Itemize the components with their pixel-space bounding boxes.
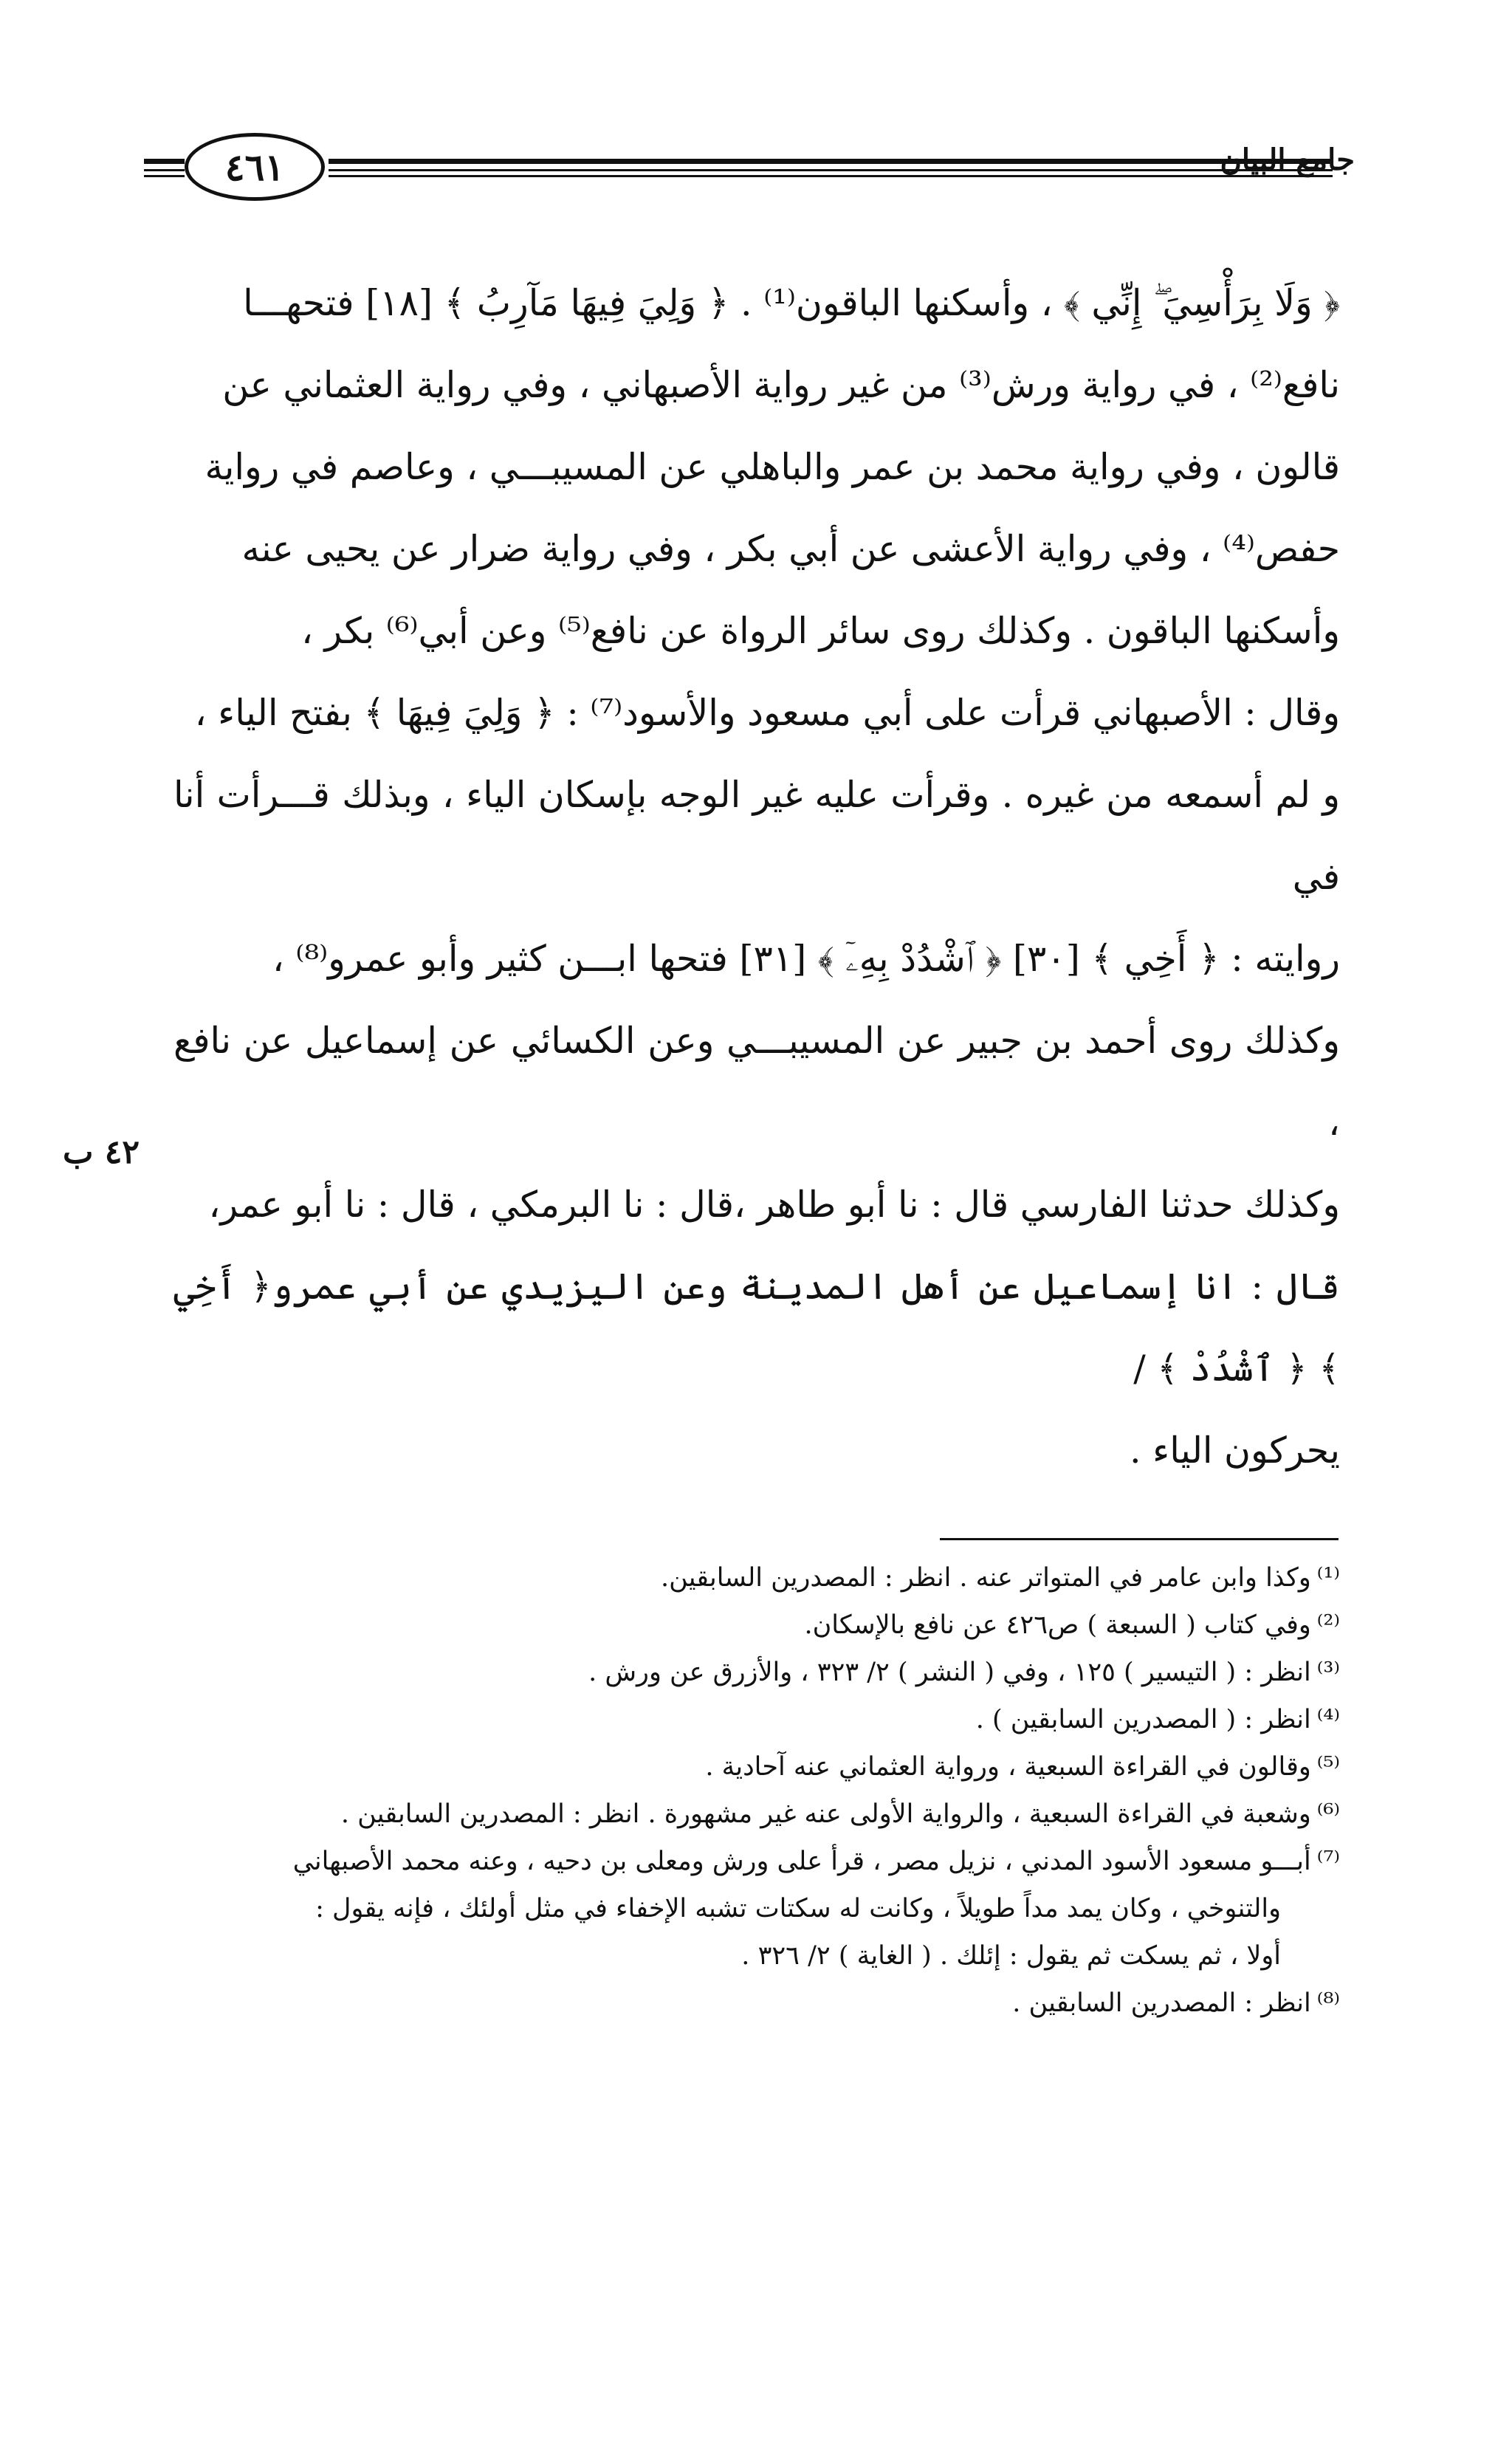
text-line: و لم أسمعه من غيره . وقرأت عليه غير الوجه بإسكان الياء ، وبذلك قـــرأت أنا في xyxy=(173,774,1340,898)
footnote-number: ⁽⁷⁾ xyxy=(1316,1847,1340,1876)
footnote-text: انظر : ( المصدرين السابقين ) . xyxy=(975,1705,1311,1734)
footnote xyxy=(148,1743,1340,1791)
footnote xyxy=(148,1838,1340,1885)
footnote xyxy=(148,1980,1340,2027)
header-rule xyxy=(329,159,1333,164)
footnote-number: ⁽³⁾ xyxy=(1316,1658,1340,1687)
text-line: يحركون الياء . xyxy=(1130,1429,1340,1472)
footnote xyxy=(148,1791,1340,1838)
text-line: حفص⁽⁴⁾ ، وفي رواية الأعشى عن أبي بكر ، وفي رواية ضرار عن يحيى عنه xyxy=(241,528,1340,570)
page-number: ٤٦١ xyxy=(185,133,325,201)
text-line: قالون ، وفي رواية محمد بن عمر والباهلي عن المسيبـــي ، وعاصم في رواية xyxy=(205,446,1340,488)
footnote-number: ⁽²⁾ xyxy=(1316,1610,1340,1640)
text-line: ﴿ وَلَا بِرَأْسِيَ ۖ إِنِّي ﴾ ، وأسكنها الباقون⁽¹⁾ . ﴿ وَلِيَ فِيهَا مَآرِبُ ﴾ [١٨] فتحهـــا xyxy=(243,282,1340,324)
footnote-text: والتنوخي ، وكان يمد مداً طويلاً ، وكانت له سكتات تشبه الإخفاء في مثل أولئك ، فإنه يقول : xyxy=(315,1894,1281,1923)
footnote-text: أبـــو مسعود الأسود المدني ، نزيل مصر ، قرأ على ورش ومعلى بن دحيه ، وعنه محمد الأصبهاني xyxy=(292,1847,1311,1876)
footnote-number: ⁽⁶⁾ xyxy=(1316,1799,1340,1829)
text-line: قال : انا إسماعيل عن أهل المدينة وعن اليزيدي عن أبي عمرو﴿ أَخِي ﴾ ﴿ ٱشْدُدْ ﴾ / xyxy=(173,1266,1340,1390)
footnotes xyxy=(148,1554,1340,2027)
footnote-separator xyxy=(940,1538,1339,1540)
footnote-text: انظر : ( التيسير ) ١٢٥ ، وفي ( النشر ) ٢/ ٣٢٣ ، والأزرق عن ورش . xyxy=(588,1658,1311,1687)
header-rule xyxy=(144,159,185,164)
header-rule xyxy=(144,175,185,177)
footnote-text: وكذا وابن عامر في المتواتر عنه . انظر : المصدرين السابقين. xyxy=(660,1563,1311,1593)
footnote-continuation xyxy=(148,1932,1340,1980)
footnote-text: وقالون في القراءة السبعية ، ورواية العثماني عنه آحادية . xyxy=(705,1752,1311,1782)
page-header xyxy=(144,129,1355,210)
footnote-number: ⁽¹⁾ xyxy=(1316,1563,1340,1593)
footnote xyxy=(148,1602,1340,1649)
main-text xyxy=(173,262,1340,1492)
header-rule xyxy=(329,169,1333,171)
footnote xyxy=(148,1696,1340,1743)
footnote-text: أولا ، ثم يسكت ثم يقول : إئلك . ( الغاية ) ٢/ ٣٢٦ . xyxy=(741,1941,1281,1971)
text-line: روايته : ﴿ أَخِي ﴾ [٣٠] ﴿ ٱشْدُدْ بِهِۦٓ ﴾ [٣١] فتحها ابـــن كثير وأبو عمرو⁽⁸⁾ ، xyxy=(272,938,1340,980)
footnote xyxy=(148,1554,1340,1602)
footnote-continuation xyxy=(148,1885,1340,1932)
text-line: وكذلك حدثنا الفارسي قال : نا أبو طاهر ،قال : نا البرمكي ، قال : نا أبو عمر، xyxy=(208,1184,1340,1226)
margin-folio-note: ٤٢ ب xyxy=(63,1133,140,1171)
header-rule xyxy=(144,169,185,171)
text-line: وكذلك روى أحمد بن جبير عن المسيبـــي وعن الكسائي عن إسماعيل عن نافع ، xyxy=(173,1020,1340,1144)
text-line: نافع⁽²⁾ ، في رواية ورش⁽³⁾ من غير رواية الأصبهاني ، وفي رواية العثماني عن xyxy=(222,364,1340,406)
footnote xyxy=(148,1649,1340,1696)
header-rule xyxy=(329,175,1333,177)
text-line: وأسكنها الباقون . وكذلك روى سائر الرواة عن نافع⁽⁵⁾ وعن أبي⁽⁶⁾ بكر ، xyxy=(301,610,1340,652)
running-title: جامع البيان xyxy=(1220,143,1355,177)
footnote-text: وشعبة في القراءة السبعية ، والرواية الأولى عنه غير مشهورة . انظر : المصدرين السابقين . xyxy=(340,1799,1311,1829)
footnote-text: انظر : المصدرين السابقين . xyxy=(1012,1988,1311,2018)
footnote-number: ⁽⁵⁾ xyxy=(1316,1752,1340,1782)
footnote-number: ⁽⁴⁾ xyxy=(1316,1705,1340,1734)
footnote-text: وفي كتاب ( السبعة ) ص٤٢٦ عن نافع بالإسكان. xyxy=(804,1610,1311,1640)
text-line: وقال : الأصبهاني قرأت على أبي مسعود والأسود⁽⁷⁾ : ﴿ وَلِيَ فِيهَا ﴾ بفتح الياء ، xyxy=(194,692,1340,734)
footnote-number: ⁽⁸⁾ xyxy=(1316,1988,1340,2018)
